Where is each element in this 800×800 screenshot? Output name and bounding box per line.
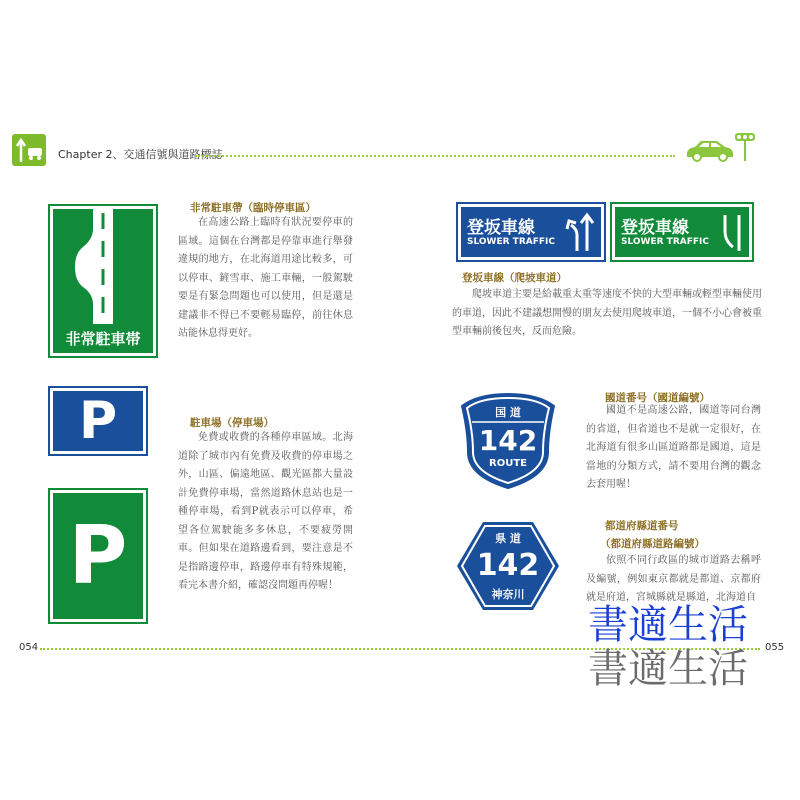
parking-sign-blue bbox=[50, 388, 146, 454]
lane-merge-arrow-icon bbox=[713, 211, 747, 253]
emergency-heading: 非常駐車帶（臨時停車區） bbox=[190, 202, 316, 214]
prefectural-sign-num: 142 bbox=[476, 548, 540, 583]
slower-sign-jp-green: 登坂車線 bbox=[621, 218, 689, 238]
parking-body: 免費或收費的各種停車區域。北海道除了城市內有免費及收費的停車場之外，山區、偏遠地區、觀光區都大量設計免費停車場，當然道路休息站也是一種停車場，看到P就表示可以停車，希望各位駕駛能多多休息，不要疲勞開車。但如果在道路邊看到，要注意是不是指路邊停車，路邊停車有特殊規範，看完本書介紹，確認沒問題再停喔！ bbox=[178, 432, 353, 591]
national-sign-num: 142 bbox=[478, 424, 538, 457]
prefectural-heading: 都道府縣道番号 bbox=[605, 520, 679, 532]
emergency-parking-sign bbox=[50, 206, 156, 356]
parking-heading: 駐車場（停車場） bbox=[190, 417, 274, 429]
parking-letter: P bbox=[78, 391, 118, 451]
slower-traffic-sign-green bbox=[612, 204, 752, 260]
national-heading: 國道番号（國道編號） bbox=[605, 392, 710, 404]
emergency-sign-label: 非常駐車帯 bbox=[65, 330, 141, 348]
prefectural-subheading: （都道府縣道路編號） bbox=[600, 538, 705, 550]
national-route-shield bbox=[458, 392, 558, 490]
parking-sign-green bbox=[50, 490, 146, 622]
prefectural-route-sign bbox=[455, 520, 561, 612]
prefectural-sign-bottom: 神奈川 bbox=[491, 588, 525, 601]
lane-split-arrow-icon bbox=[563, 211, 597, 253]
right-page-number: 055 bbox=[762, 642, 787, 653]
chapter-title: Chapter 2、交通信號與道路標誌 bbox=[58, 148, 223, 161]
national-sign-top: 国 道 bbox=[495, 406, 521, 419]
parking-letter-green: P bbox=[68, 509, 128, 602]
slower-heading: 登坂車線（爬坡車道） bbox=[462, 272, 567, 284]
watermark-gray: 書適生活 bbox=[588, 646, 748, 692]
slower-sign-en: SLOWER TRAFFIC bbox=[467, 237, 555, 247]
watermark-blue: 書適生活 bbox=[588, 602, 748, 648]
slower-sign-en-green: SLOWER TRAFFIC bbox=[621, 237, 709, 247]
header-divider bbox=[195, 155, 675, 157]
slower-body: 爬坡車道主要是給載重太重等速度不快的大型車輛或輕型車輛使用的車道，因此不建議想開慢的朋友去使用爬坡車道，一個不小心會被重型車輛前後包夾，反而危險。 bbox=[452, 289, 762, 337]
lane-bulge-icon bbox=[53, 209, 153, 324]
road-car-icon bbox=[12, 134, 46, 166]
national-body: 國道不是高速公路，國道等同台灣的省道，但省道也不是就一定很好，在北海道有很多山區道路都是國道，這是當地的分類方式，請不要用台灣的觀念去套用喔！ bbox=[586, 405, 761, 490]
prefectural-sign-top: 県 道 bbox=[495, 532, 521, 545]
slower-sign-jp: 登坂車線 bbox=[467, 218, 535, 238]
left-page-number: 054 bbox=[16, 642, 41, 653]
prefectural-body: 依照不同行政區的城市道路去稱呼及編號，例如東京都就是都道、京都府就是府道，宮城縣就是縣道，北海道自 bbox=[586, 555, 761, 603]
traffic-light-icon bbox=[735, 133, 755, 165]
national-sign-bottom: ROUTE bbox=[489, 458, 527, 469]
chapter-icon bbox=[12, 134, 46, 166]
car-icon bbox=[683, 138, 735, 166]
emergency-body: 在高速公路上臨時有狀況要停車的區域。這個在台灣都是停靠車進行舉發違規的地方，在北海道用途比較多，可以停車、鏟雪車、施工車輛，一般駕駛要是有緊急問題也可以使用，但是還是建議非不得已不要輕易臨停，前往休息站能休息得更好。 bbox=[178, 217, 353, 339]
slower-traffic-sign-blue bbox=[458, 204, 604, 260]
